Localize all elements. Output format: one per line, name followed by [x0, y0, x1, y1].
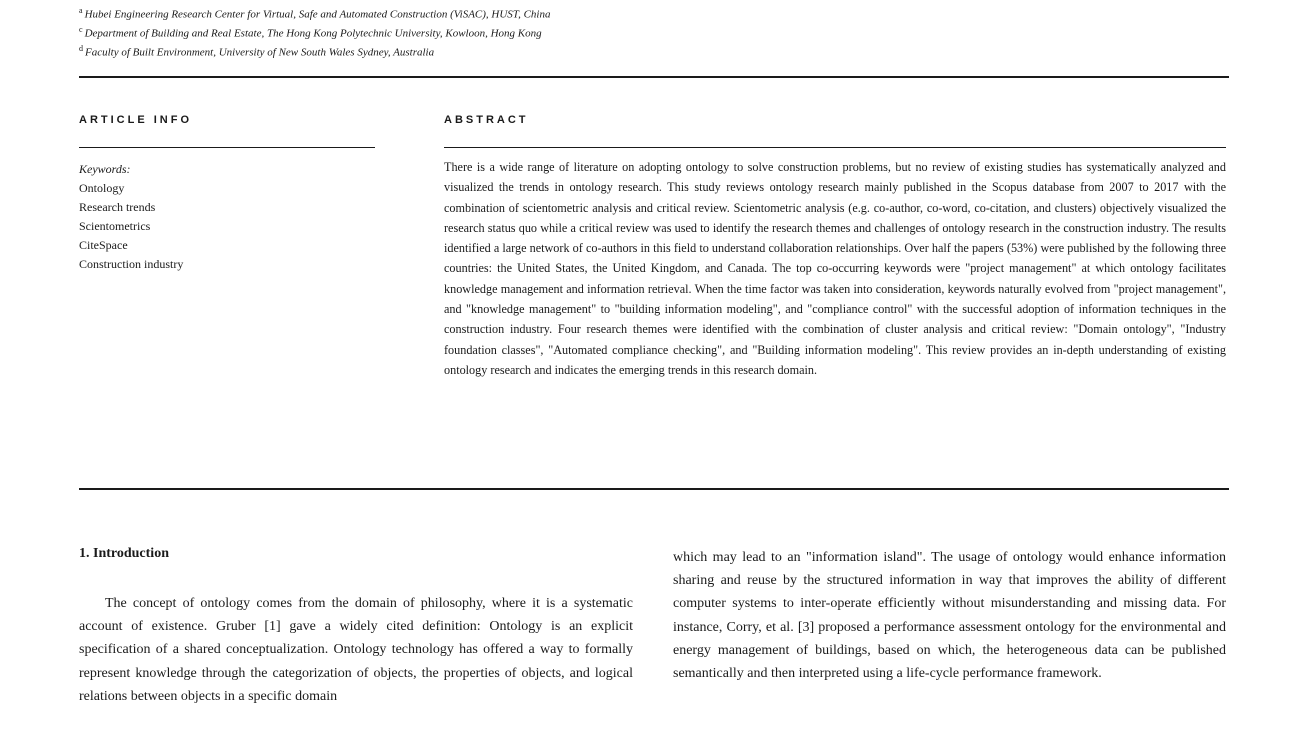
abstract-divider: [444, 147, 1226, 148]
affiliation-mark: c: [79, 25, 83, 34]
intro-right-column: which may lead to an "information island". The usage of ontology would enhance information sharing and reuse by the structured information in way that improves the ability of different computer systems to inter-operate efficiently without misunderstanding and missing data. For instance, Corry, et al. [3] proposed a performance assessment ontology for the environmental and energy management of buildings, based on which, the heterogeneous data can be published semantically and then interpreted using a life-cycle performance framework.: [673, 550, 1226, 682]
affiliation-d: [79, 42, 434, 60]
abstract-bottom-divider: [79, 488, 1229, 490]
affiliation-mark: a: [79, 6, 83, 15]
affiliation-mark: d: [79, 44, 83, 53]
keyword-item: Ontology: [79, 181, 125, 195]
header-divider: [79, 76, 1229, 78]
affiliation-text: Hubei Engineering Research Center for Virtual, Safe and Automated Construction (ViSAC), HUST, China: [84, 8, 551, 21]
affiliation-text: Faculty of Built Environment, University of New South Wales Sydney, Australia: [85, 46, 435, 59]
article-info-heading: ARTICLE INFO: [79, 114, 192, 126]
keywords-list: [79, 160, 369, 274]
keyword-item: Research trends: [79, 200, 156, 214]
article-info-divider: [79, 147, 375, 148]
section-title: 1. Introduction: [79, 546, 169, 561]
abstract-heading: ABSTRACT: [444, 114, 529, 126]
affiliation-a: [79, 4, 551, 22]
keyword-item: CiteSpace: [79, 238, 128, 252]
affiliation-text: Department of Building and Real Estate, The Hong Kong Polytechnic University, Kowloon, Hong Kong: [84, 27, 542, 40]
affiliation-c: [79, 23, 542, 41]
abstract-text: There is a wide range of literature on adopting ontology to solve construction problems, but no review of existing studies has systematically analyzed and visualized the trends in ontology research. This study reviews ontology research mainly published in the Scopus database from 2007 to 2017 with the combination of scientometric analysis and critical review. Scientometric analysis (e.g. co-author, co-word, co-citation, and clusters) objectively visualized the research status quo while a critical review was used to identify the research themes and challenges of ontology research in the construction industry. The results identified a large network of co-authors in this field to understand collaboration relationships. Over half the papers (53%) were published by the following three countries: the United States, the United Kingdom, and Canada. The top co-occurring keywords were "project management" at which ontology facilitates knowledge management and information retrieval. When the time factor was taken into consideration, keywords naturally evolved from "project management", and "knowledge management" to "building information modeling", and "compliance control" with the successful adoption of information techniques in the construction industry. Four research themes were identified with the combination of cluster analysis and critical review: "Domain ontology", "Industry foundation classes", "Automated compliance checking", and "Building information modeling". This review provides an in-depth understanding of existing ontology research and indicates the emerging trends in this research domain.: [444, 160, 1226, 377]
keyword-item: Construction industry: [79, 257, 184, 271]
keyword-item: Scientometrics: [79, 219, 151, 233]
keywords-label: Keywords:: [79, 162, 131, 176]
intro-left-column: The concept of ontology comes from the domain of philosophy, where it is a systematic account of existence. Gruber [1] gave a widely cited definition: Ontology is an explicit specification of a shared conceptualization. Ontology technology has offered a way to formally represent knowledge through the categorization of objects, the properties of objects, and logical relations between objects in a specific domain: [79, 596, 633, 704]
